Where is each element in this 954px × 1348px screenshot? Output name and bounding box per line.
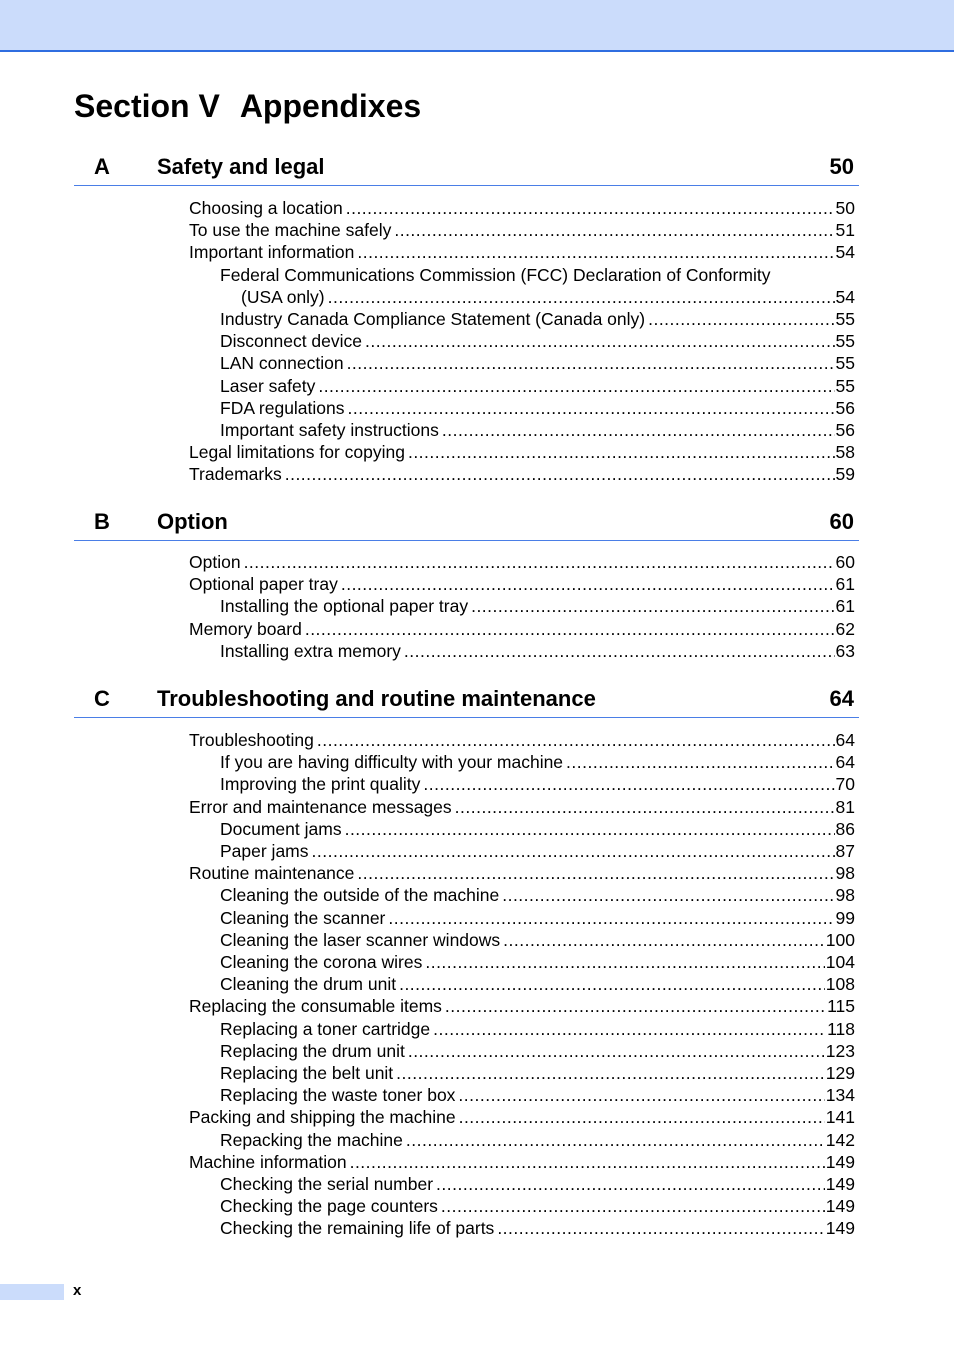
dot-leader bbox=[345, 818, 835, 840]
toc-entry-title: Troubleshooting bbox=[189, 730, 314, 750]
dot-leader bbox=[433, 1018, 826, 1040]
dot-leader bbox=[445, 995, 826, 1017]
toc-entry-page: 54 bbox=[835, 242, 855, 263]
dot-leader bbox=[357, 862, 834, 884]
toc-entry[interactable] bbox=[220, 308, 855, 330]
section-title: Appendixes bbox=[239, 88, 422, 124]
toc-entry[interactable] bbox=[220, 818, 855, 840]
toc-entry[interactable] bbox=[189, 241, 855, 263]
dot-leader bbox=[406, 1129, 825, 1151]
chapter-letter: B bbox=[94, 509, 110, 534]
toc-entry-title: (USA only) bbox=[241, 286, 325, 307]
toc-entry[interactable] bbox=[220, 397, 855, 419]
dot-leader bbox=[566, 751, 834, 773]
toc-entry-page: 134 bbox=[825, 1085, 855, 1106]
toc-entry-title: Replacing the drum unit bbox=[220, 1040, 405, 1061]
dot-leader bbox=[404, 640, 835, 662]
toc-entry[interactable] bbox=[220, 951, 855, 973]
toc-entry[interactable] bbox=[220, 773, 855, 795]
toc-entry-title: Checking the remaining life of parts bbox=[220, 1218, 495, 1239]
footer-page-number: x bbox=[73, 1282, 82, 1299]
chapter-title: Troubleshooting and routine maintenance bbox=[157, 686, 596, 711]
toc-entry-page: 63 bbox=[835, 640, 855, 661]
dot-leader bbox=[502, 884, 834, 906]
dot-leader bbox=[408, 1040, 825, 1062]
toc-entry-page: 99 bbox=[835, 907, 855, 928]
toc-entry[interactable] bbox=[189, 618, 855, 640]
dot-leader bbox=[388, 907, 834, 929]
toc-entry-page: 55 bbox=[835, 353, 855, 374]
toc-entry[interactable] bbox=[220, 330, 855, 352]
header-band bbox=[0, 0, 954, 52]
toc-entry-page: 141 bbox=[825, 1107, 855, 1128]
toc-entry-title: Document jams bbox=[220, 818, 342, 839]
toc-entry[interactable] bbox=[189, 463, 855, 485]
dot-leader bbox=[396, 1062, 825, 1084]
toc-entry-page: 142 bbox=[825, 1129, 855, 1150]
toc-entry-page: 58 bbox=[835, 442, 855, 463]
toc-entry[interactable] bbox=[189, 729, 855, 751]
toc-entry-page: 51 bbox=[835, 220, 855, 241]
toc-entry-page: 61 bbox=[835, 596, 855, 617]
dot-leader bbox=[441, 1195, 825, 1217]
toc-entry[interactable] bbox=[220, 973, 855, 995]
chapter-title: Safety and legal bbox=[157, 154, 325, 179]
toc-entry-title: Improving the print quality bbox=[220, 774, 421, 795]
toc-entry-title: Replacing the consumable items bbox=[189, 996, 442, 1017]
chapter-title: Option bbox=[157, 509, 228, 534]
toc-entry-page: 104 bbox=[825, 952, 855, 972]
dot-leader bbox=[399, 973, 825, 995]
toc-entry-title: Checking the page counters bbox=[220, 1196, 438, 1217]
dot-leader bbox=[244, 551, 835, 573]
dot-leader bbox=[285, 463, 835, 485]
toc-entry-page: 64 bbox=[835, 730, 855, 750]
dot-leader bbox=[346, 197, 835, 219]
toc-entry-title: Cleaning the corona wires bbox=[220, 952, 423, 972]
toc-entry[interactable] bbox=[189, 573, 855, 595]
toc-entry[interactable] bbox=[189, 551, 855, 573]
dot-leader bbox=[350, 1151, 825, 1173]
toc-entry-title: Industry Canada Compliance Statement (Canada only) bbox=[220, 309, 646, 329]
toc-entry-title: Replacing a toner cartridge bbox=[220, 1018, 431, 1039]
toc-entry-page: 64 bbox=[835, 752, 855, 773]
dot-leader bbox=[408, 441, 835, 463]
toc-entry-page: 115 bbox=[827, 996, 855, 1017]
toc-entry-page: 98 bbox=[835, 885, 855, 906]
dot-leader bbox=[423, 773, 834, 795]
dot-leader bbox=[394, 219, 834, 241]
dot-leader bbox=[328, 286, 835, 308]
toc-entry-page: 81 bbox=[835, 796, 855, 817]
dot-leader bbox=[305, 618, 835, 640]
chapter-page: 50 bbox=[829, 154, 854, 179]
toc-entry-page: 129 bbox=[825, 1063, 855, 1083]
toc-entry-title: Packing and shipping the machine bbox=[189, 1107, 456, 1128]
toc-entry[interactable]: Federal Communications Commission (FCC) Declaration of Conformity bbox=[220, 264, 771, 285]
toc-entry[interactable] bbox=[220, 1129, 855, 1151]
toc-entry-page: 149 bbox=[825, 1218, 855, 1239]
toc-entry[interactable] bbox=[241, 286, 855, 308]
toc-entry-page: 118 bbox=[827, 1018, 855, 1039]
toc-entry-page: 55 bbox=[835, 331, 855, 352]
toc-entry[interactable] bbox=[220, 595, 855, 617]
toc-entry-title: Legal limitations for copying bbox=[189, 442, 405, 463]
dot-leader bbox=[471, 595, 834, 617]
chapter-heading-b[interactable] bbox=[74, 507, 859, 541]
toc-entry[interactable] bbox=[220, 1173, 855, 1195]
toc-entry-title: To use the machine safely bbox=[189, 220, 392, 241]
toc-entry[interactable] bbox=[189, 862, 855, 884]
dot-leader bbox=[436, 1173, 825, 1195]
toc-entry-title: Important safety instructions bbox=[220, 420, 439, 440]
dot-leader bbox=[459, 1106, 825, 1128]
toc-entry-page: 59 bbox=[835, 464, 855, 485]
toc-entry-title: Repacking the machine bbox=[220, 1129, 403, 1150]
toc-entry[interactable] bbox=[189, 441, 855, 463]
toc-entry[interactable] bbox=[220, 907, 855, 929]
toc-entry-title: Cleaning the drum unit bbox=[220, 974, 397, 995]
toc-entry[interactable] bbox=[220, 1217, 855, 1239]
toc-entry[interactable] bbox=[220, 751, 855, 773]
toc-entry[interactable] bbox=[220, 1195, 855, 1217]
toc-entry[interactable] bbox=[220, 640, 855, 662]
toc-entry-page: 87 bbox=[835, 841, 855, 861]
dot-leader bbox=[455, 796, 835, 818]
toc-entry-title: Laser safety bbox=[220, 375, 316, 396]
toc-entry[interactable] bbox=[220, 352, 855, 374]
chapter-page: 64 bbox=[829, 686, 854, 711]
toc-entry[interactable] bbox=[189, 219, 855, 241]
toc-entry-title: Memory board bbox=[189, 618, 302, 639]
toc-entry-page: 62 bbox=[835, 618, 855, 639]
dot-leader bbox=[357, 241, 834, 263]
toc-entry-page: 70 bbox=[835, 774, 855, 795]
section-label: Section V bbox=[74, 88, 220, 124]
dot-leader bbox=[425, 951, 824, 973]
dot-leader bbox=[365, 330, 835, 352]
toc-entry-title: FDA regulations bbox=[220, 397, 345, 418]
dot-leader bbox=[312, 840, 835, 862]
toc-entry[interactable] bbox=[220, 1062, 855, 1084]
dot-leader bbox=[318, 375, 834, 397]
dot-leader bbox=[442, 419, 835, 441]
chapter-heading-c[interactable] bbox=[74, 684, 859, 718]
toc-entry-title: Installing the optional paper tray bbox=[220, 596, 469, 617]
dot-leader bbox=[497, 1217, 824, 1239]
toc-entry-title: Installing extra memory bbox=[220, 640, 401, 661]
toc-entry-page: 61 bbox=[835, 574, 855, 595]
toc-entry-title: Disconnect device bbox=[220, 331, 363, 352]
toc-entry-page: 55 bbox=[835, 309, 855, 329]
dot-leader bbox=[648, 308, 834, 330]
toc-entry-title: Cleaning the outside of the machine bbox=[220, 885, 500, 906]
toc-entry-title: Trademarks bbox=[189, 464, 282, 485]
toc-entry-title: Checking the serial number bbox=[220, 1174, 434, 1194]
toc-entry-title: Optional paper tray bbox=[189, 574, 338, 595]
toc-entry-page: 55 bbox=[835, 375, 855, 396]
toc-entry[interactable] bbox=[189, 995, 855, 1017]
toc-entry-page: 86 bbox=[835, 818, 855, 839]
toc-entry-title: Cleaning the scanner bbox=[220, 907, 386, 928]
toc-entry[interactable] bbox=[189, 1106, 855, 1128]
toc-entry[interactable] bbox=[220, 375, 855, 397]
toc-entry[interactable] bbox=[189, 197, 855, 219]
dot-leader bbox=[458, 1084, 824, 1106]
footer-tab bbox=[0, 1284, 64, 1300]
toc-entry-title: Replacing the belt unit bbox=[220, 1063, 394, 1083]
toc-entry-title: If you are having difficulty with your machine bbox=[220, 752, 564, 773]
toc-entry[interactable] bbox=[220, 419, 855, 441]
toc-entry[interactable] bbox=[220, 929, 855, 951]
toc-entry-page: 98 bbox=[835, 863, 855, 884]
toc-entry-title: Option bbox=[189, 552, 241, 572]
toc-entry-title: Cleaning the laser scanner windows bbox=[220, 929, 501, 950]
toc-entry[interactable] bbox=[220, 1040, 855, 1062]
toc-entry-title: Routine maintenance bbox=[189, 863, 355, 884]
toc-entry-page: 100 bbox=[825, 929, 855, 950]
toc-entry[interactable] bbox=[189, 796, 855, 818]
toc-entry-title: Replacing the waste toner box bbox=[220, 1085, 456, 1106]
chapter-page: 60 bbox=[829, 509, 854, 534]
dot-leader bbox=[347, 352, 835, 374]
toc-entry[interactable] bbox=[189, 1151, 855, 1173]
toc-entry-page: 149 bbox=[825, 1174, 855, 1194]
chapter-letter: C bbox=[94, 686, 110, 711]
toc-entry-title: Important information bbox=[189, 242, 355, 263]
toc-entry-page: 123 bbox=[825, 1040, 855, 1061]
toc-entry-title: LAN connection bbox=[220, 353, 344, 374]
toc-entry-page: 108 bbox=[825, 974, 855, 995]
toc-entry-page: 149 bbox=[825, 1196, 855, 1217]
toc-entry-title: Paper jams bbox=[220, 841, 309, 861]
toc-entry-page: 60 bbox=[835, 552, 855, 572]
dot-leader bbox=[341, 573, 835, 595]
toc-entry-page: 54 bbox=[835, 286, 855, 307]
toc-entry-page: 149 bbox=[825, 1151, 855, 1172]
toc-entry[interactable] bbox=[220, 884, 855, 906]
toc-entry-page: 56 bbox=[835, 420, 855, 440]
dot-leader bbox=[317, 729, 835, 751]
page-title bbox=[74, 84, 421, 128]
toc-entry-page: 56 bbox=[835, 397, 855, 418]
chapter-heading-a[interactable] bbox=[74, 152, 859, 186]
toc-entry[interactable] bbox=[220, 1084, 855, 1106]
toc-entry[interactable] bbox=[220, 1018, 855, 1040]
toc-entry-page: 50 bbox=[835, 198, 855, 218]
toc-entry-title: Error and maintenance messages bbox=[189, 796, 452, 817]
dot-leader bbox=[348, 397, 835, 419]
toc-entry[interactable] bbox=[220, 840, 855, 862]
toc-entry-title: Choosing a location bbox=[189, 198, 343, 218]
toc-entry-title: Machine information bbox=[189, 1151, 347, 1172]
chapter-letter: A bbox=[94, 154, 110, 179]
dot-leader bbox=[503, 929, 825, 951]
